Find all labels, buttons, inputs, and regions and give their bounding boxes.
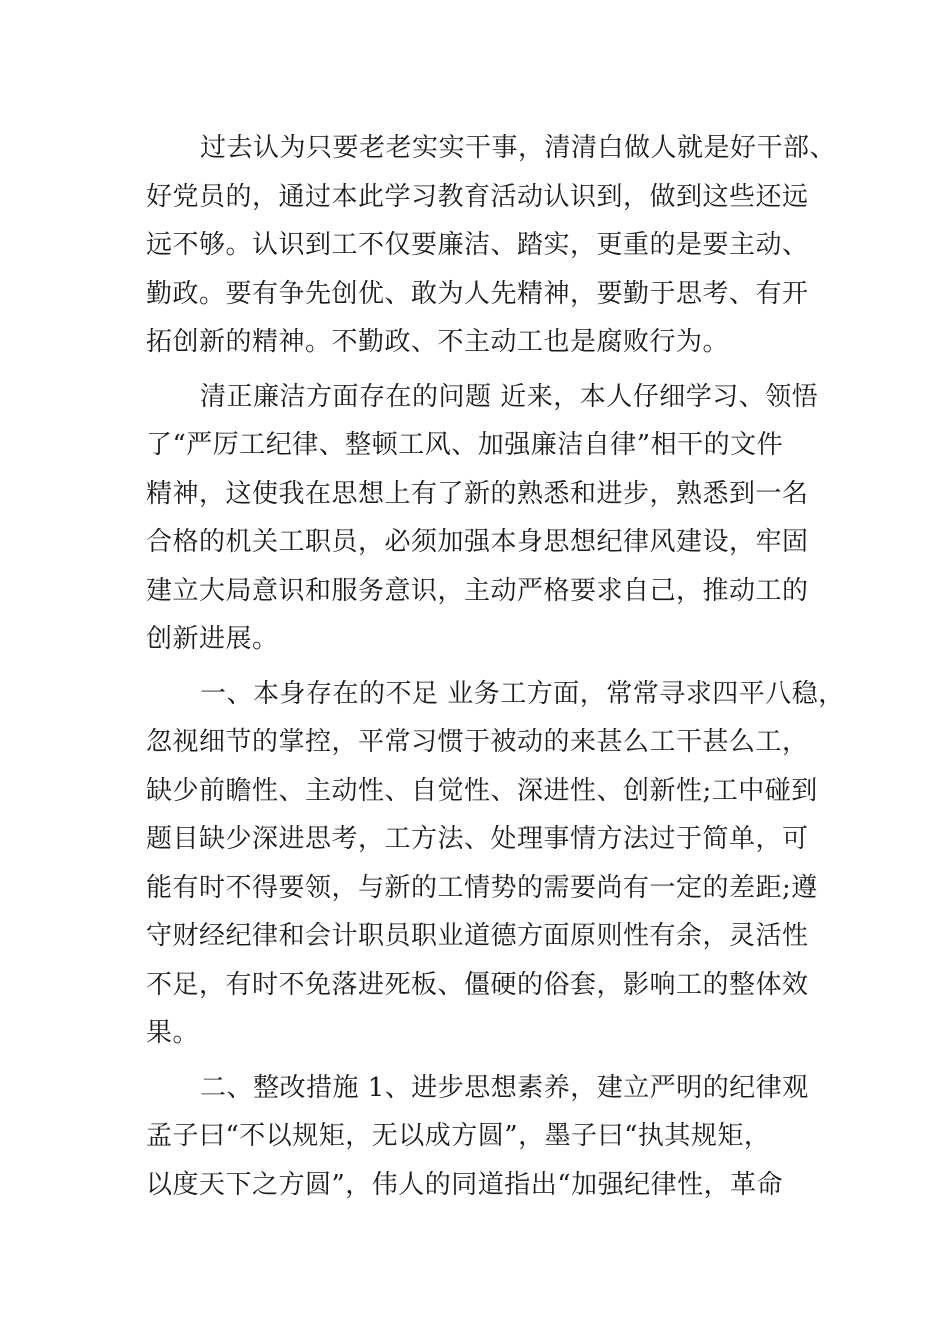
- text-line: 精神，这使我在思想上有了新的熟悉和进步，熟悉到一名: [146, 478, 809, 509]
- text-line: 不足，有时不免落进死板、僵硬的俗套，影响工的整体效: [146, 969, 809, 1000]
- text-line: 建立大局意识和服务意识，主动严格要求自己，推动工的: [146, 575, 809, 606]
- text-line: 守财经纪律和会计职员职业道德方面原则性有余，灵活性: [146, 921, 809, 951]
- paragraph-1: [146, 124, 837, 367]
- text-line: 二、整改措施 1、进步思想素养，建立严明的纪律观: [200, 1072, 809, 1103]
- text-line: 好党员的，通过本此学习教育活动认识到，做到这些还远: [146, 181, 809, 212]
- paragraph-4: [146, 1064, 811, 1210]
- text-line: 创新进展。: [146, 624, 279, 654]
- text-line: 一、本身存在的不足 业务工方面，常常寻求四平八稳，: [200, 678, 845, 709]
- paragraph-2: [146, 373, 819, 664]
- text-line: 拓创新的精神。不勤政、不主动工也是腐败行为。: [146, 327, 730, 357]
- text-line: 缺少前瞻性、主动性、自觉性、深进性、创新性;工中碰到: [146, 775, 818, 806]
- text-line: 能有时不得要领，与新的工情势的需要尚有一定的差距;遵: [146, 872, 818, 903]
- text-line: 了“严厉工纪律、整顿工风、加强廉洁自律”相干的文件: [146, 430, 784, 460]
- text-line: 果。: [146, 1018, 200, 1048]
- text-line: 孟子曰“不以规矩，无以成方圆”，墨子曰“执其规矩，: [146, 1121, 771, 1151]
- text-line: 合格的机关工职员，必须加强本身思想纪律风建设，牢固: [146, 527, 809, 557]
- text-line: 过去认为只要老老实实干事，清清白做人就是好干部、: [200, 133, 837, 163]
- document-body: [146, 124, 845, 1215]
- text-line: 题目缺少深进思考，工方法、处理事情方法过于简单，可: [146, 824, 809, 854]
- text-line: 以度天下之方圆”，伟人的同道指出“加强纪律性，革命: [146, 1169, 784, 1200]
- paragraph-3: [146, 670, 845, 1058]
- text-line: 勤政。要有争先创优、敢为人先精神，要勤于思考、有开: [146, 278, 809, 309]
- text-line: 忽视细节的掌控，平常习惯于被动的来甚么工干甚么工，: [146, 727, 809, 757]
- text-line: 远不够。认识到工不仅要廉洁、踏实，更重的是要主动、: [146, 230, 809, 260]
- text-line: 清正廉洁方面存在的问题 近来，本人仔细学习、领悟: [200, 381, 819, 412]
